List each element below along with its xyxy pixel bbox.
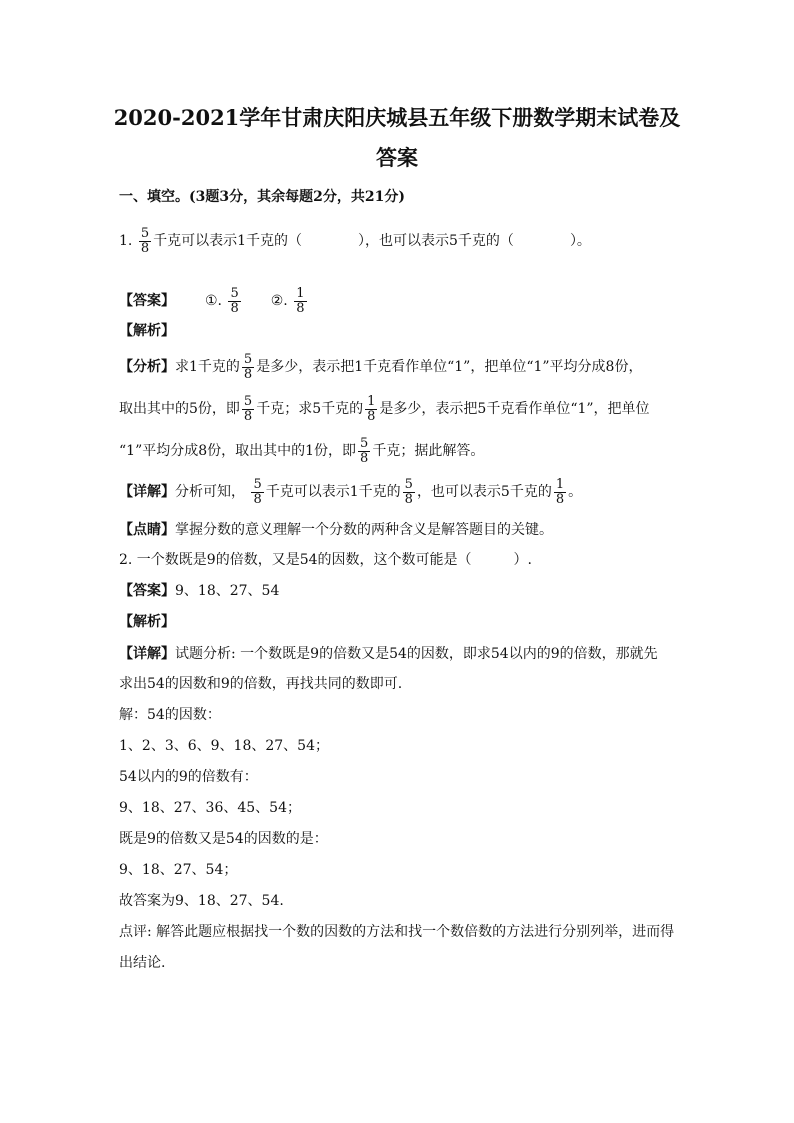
xiangjie-label: 【详解】: [119, 484, 175, 500]
question-1-answer: [119, 286, 676, 316]
fraction-5-8: $\frac{5}{8}$: [360, 435, 369, 466]
fraction-5-8: $\frac{5}{8}$: [253, 476, 262, 507]
solution-line-3: 54以内的9的倍数有：: [119, 769, 258, 785]
fenxi-text: 求1千克的: [175, 359, 240, 375]
fraction-1-8: $\frac{1}{8}$: [367, 393, 376, 424]
solution-line-7: 故答案为9、18、27、54.: [119, 893, 284, 909]
fenxi-text: 是多少，表示把1千克看作单位“1”，把单位“1”平均分成8份，: [256, 359, 643, 375]
comment-line-2: 出结论.: [119, 955, 166, 971]
fraction-1-8: $\frac{1}{8}$: [555, 476, 565, 507]
document-title-line-1: 2020-2021学年甘肃庆阳庆城县五年级下册数学期末试卷及: [113, 105, 681, 130]
solution-line-1: 解：54的因数：: [119, 707, 221, 723]
xiangjie-text: ，也可以表示5千克的: [416, 484, 552, 500]
question-1-text-b: ），也可以表示5千克的（: [358, 233, 514, 249]
question-1-number: 1.: [119, 233, 133, 249]
answer-2-fraction: $\frac{1}{8}$: [296, 285, 305, 316]
question-2-answer: [119, 580, 676, 602]
fenxi-text: “1”平均分成8份，取出其中的1份，即: [119, 443, 357, 459]
question-2-jiexi-label: 【解析】: [119, 614, 175, 630]
fenxi-text: 取出其中的5份，即: [119, 401, 240, 417]
xiangjie-label: 【详解】: [119, 646, 175, 662]
section-1-heading: 一、填空。(3题3分，其余每题2分，共21分): [119, 189, 405, 205]
question-2-answer-value: 9、18、27、54: [175, 583, 280, 599]
question-1-fenxi-line-1: [119, 352, 676, 382]
fraction-5-8: $\frac{5}{8}$: [243, 351, 253, 382]
solution-line-5: 既是9的倍数又是54的因数的是：: [119, 831, 328, 847]
solution-line-2: 1、2、3、6、9、18、27、54；: [119, 738, 329, 754]
question-2-xiangjie-line-2: 求出54的因数和9的倍数，再找共同的数即可.: [119, 676, 403, 692]
xiangjie-text: 千克可以表示1千克的: [265, 484, 401, 500]
dianjing-label: 【点睛】: [119, 522, 175, 538]
fraction-5-8: $\frac{5}{8}$: [404, 476, 413, 507]
fenxi-text: 千克；求5千克的: [256, 401, 364, 417]
comment-line-1: 点评: 解答此题应根据找一个数的因数的方法和找一个数倍数的方法进行分别列举，进而得: [119, 924, 675, 940]
question-1-text-a: 千克可以表示1千克的（: [153, 233, 303, 249]
xiangjie-text: 分析可知，: [175, 484, 245, 500]
question-1-jiexi-label: 【解析】: [119, 323, 175, 339]
question-1-dianjing: [119, 519, 676, 541]
dianjing-text: 掌握分数的意义理解一个分数的两种含义是解答题目的关键。: [175, 522, 553, 538]
fraction-5-8: $\frac{5}{8}$: [243, 393, 253, 424]
question-1: [119, 226, 676, 256]
question-1-fenxi-line-3: [119, 436, 676, 466]
solution-line-4: 9、18、27、36、45、54；: [119, 800, 301, 816]
question-1-text-c: ）。: [569, 233, 591, 249]
question-2-xiangjie-line-1: [119, 643, 676, 665]
xiangjie-text: 试题分析: 一个数既是9的倍数又是54的因数，即求54以内的9的倍数，那就先: [175, 646, 658, 662]
fenxi-text: 是多少，表示把5千克看作单位“1”，把单位: [379, 401, 650, 417]
solution-line-6: 9、18、27、54；: [119, 862, 238, 878]
answer-1-fraction: $\frac{5}{8}$: [230, 285, 239, 316]
fenxi-text: 千克；据此解答。: [372, 443, 485, 459]
answer-label: 【答案】: [119, 293, 175, 309]
fenxi-label: 【分析】: [119, 359, 175, 375]
question-2: 2. 一个数既是9的倍数，又是54的因数，这个数可能是（ ）.: [119, 552, 532, 568]
document-title-line-2: 答案: [376, 145, 418, 170]
answer-1-marker: ①.: [205, 293, 223, 309]
answer-label: 【答案】: [119, 583, 175, 599]
fraction-5-8: $\frac{5}{8}$: [140, 225, 150, 256]
question-1-xiangjie: [119, 477, 676, 507]
question-1-fenxi-line-2: [119, 394, 676, 424]
answer-2-marker: ②.: [270, 293, 288, 309]
xiangjie-text: 。: [568, 484, 583, 500]
